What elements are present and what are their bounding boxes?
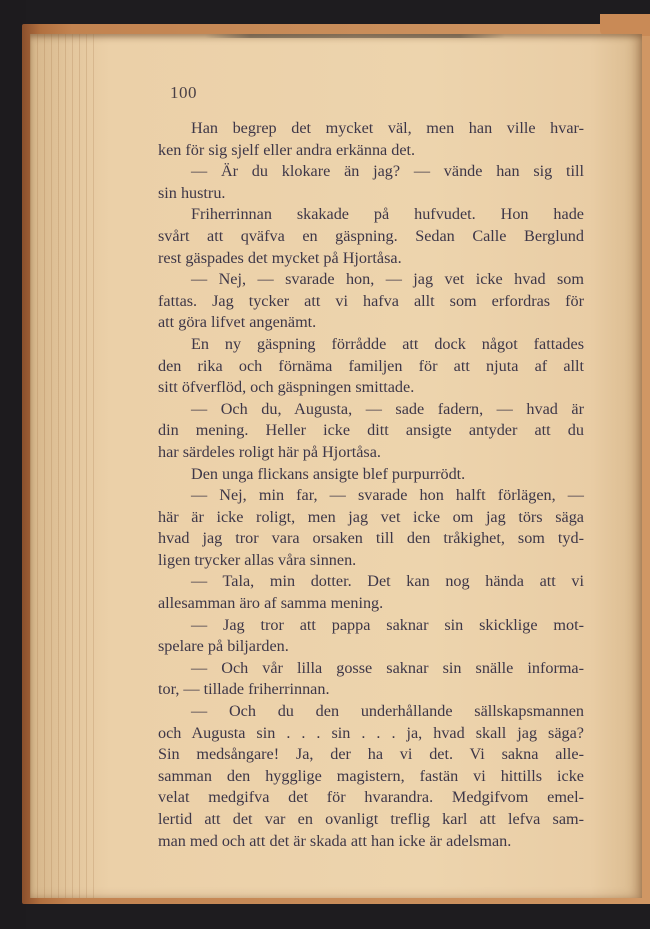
text-line: att göra lifvet angenämt. (158, 313, 317, 332)
text-line: Den unga flickans ansigte blef purpurrödt. (191, 464, 466, 483)
text-line: ken för sig sjelf eller andra erkänna det. (158, 140, 416, 159)
page-gutter (30, 34, 98, 898)
text-line: sin hustru. (158, 183, 226, 202)
text-line: och Augusta sin . . . sin . . . ja, hvad skall jag säga? (158, 723, 584, 742)
text-line: — Jag tror att pappa saknar sin skicklige mot- (191, 615, 584, 634)
text-line: En ny gäspning förrådde att dock något fattades (191, 334, 584, 353)
body-text (158, 118, 584, 852)
text-line: velat medgifva det för hvarandra. Medgifvom emel- (158, 788, 584, 807)
text-line: Sin medsångare! Ja, der ha vi det. Vi sakna alle- (158, 745, 584, 764)
page-top-wear (205, 34, 505, 38)
text-line: fattas. Jag tycker att vi hafva allt som erfordras för (158, 291, 584, 310)
text-line: — Är du klokare än jag? — vände han sig till (191, 162, 584, 181)
text-line: tor, — tillade friherrinnan. (158, 680, 330, 699)
text-line: samman den hygglige magistern, fastän vi hittills icke (158, 766, 584, 785)
text-line: här är icke roligt, men jag vet icke om jag törs säga (158, 507, 584, 526)
text-line: spelare på biljarden. (158, 637, 289, 656)
book-page (30, 34, 642, 898)
text-line: — Och vår lilla gosse saknar sin snälle informa- (191, 658, 584, 677)
text-line: din mening. Heller icke ditt ansigte antyder att du (158, 421, 584, 440)
text-line: — Nej, min far, — svarade hon halft förlägen, — (191, 486, 584, 505)
text-line: Friherrinnan skakade på hufvudet. Hon hade (191, 205, 584, 224)
text-line: — Och du den underhållande sällskapsmannen (191, 702, 584, 721)
page-number: 100 (170, 83, 197, 102)
text-line: — Och du, Augusta, — sade fadern, — hvad är (191, 399, 584, 418)
cover-corner (600, 14, 650, 36)
text-line: — Tala, min dotter. Det kan nog hända att vi (191, 572, 584, 591)
text-line: man med och att det är skada att han icke är adelsman. (158, 831, 512, 850)
text-line: hvad jag tror vara orsaken till den tråkighet, som tyd- (158, 529, 584, 548)
text-line: svårt att qväfva en gäspning. Sedan Calle Berglund (158, 226, 584, 245)
text-line: ligen trycker allas våra sinnen. (158, 550, 357, 569)
text-line: har särdeles roligt här på Hjortåsa. (158, 442, 381, 461)
text-line: den rika och förnäma familjen för att njuta af allt (158, 356, 584, 375)
text-line: lertid att det var en ovanligt treflig karl att lefva sam- (158, 810, 584, 828)
text-line: rest gäspades det mycket på Hjortåsa. (158, 248, 402, 267)
text-line: sitt öfverflöd, och gäspningen smittade. (158, 378, 415, 397)
text-line: — Nej, — svarade hon, — jag vet icke hvad som (191, 270, 584, 289)
text-line: Han begrep det mycket väl, men han ville hvar- (191, 119, 584, 137)
text-line: allesamman äro af samma mening. (158, 594, 384, 613)
